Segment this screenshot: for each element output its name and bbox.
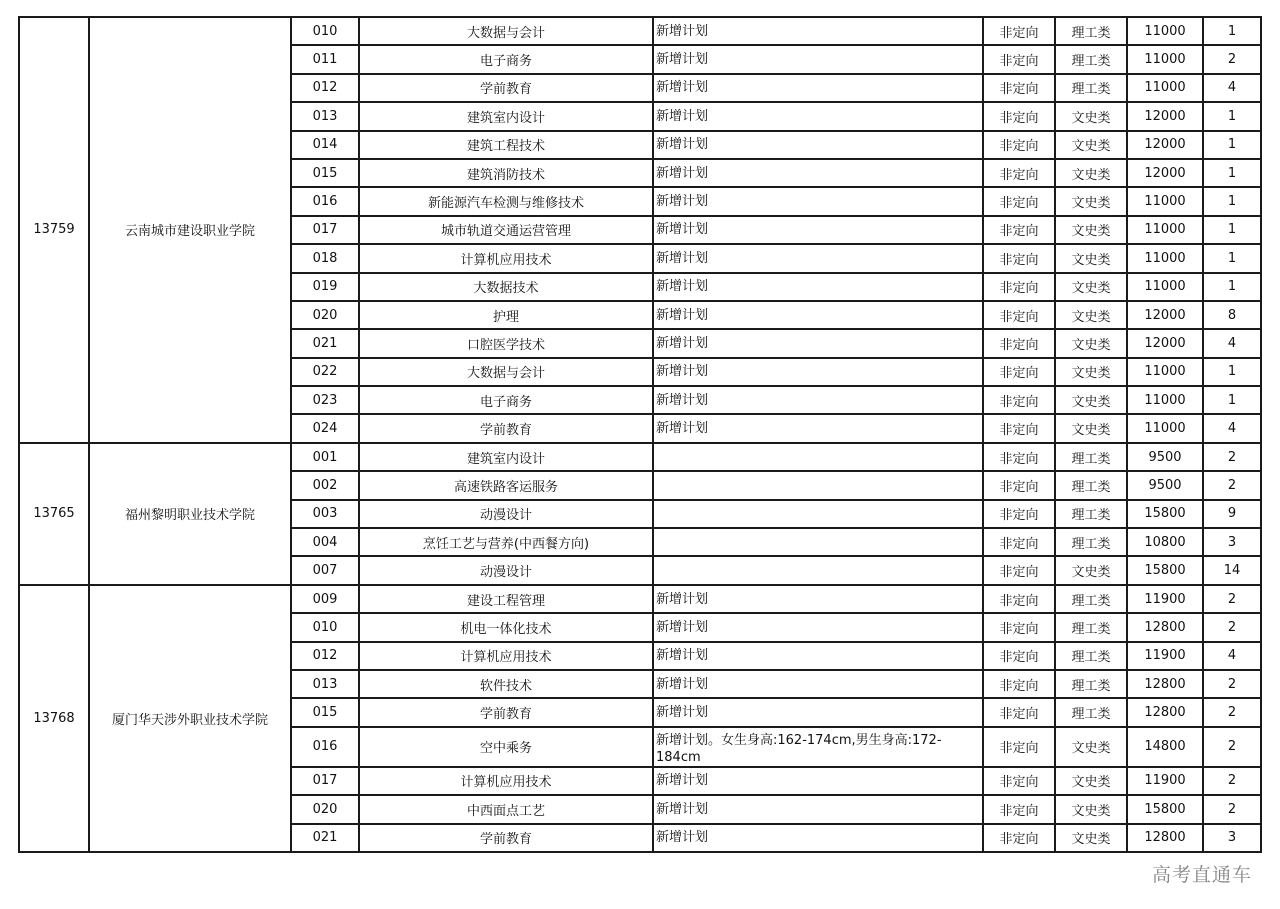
plan-count-cell: 2	[1203, 767, 1261, 795]
plan-count-cell: 2	[1203, 585, 1261, 613]
school-code-cell: 13768	[19, 585, 89, 852]
note-cell: 新增计划	[653, 102, 983, 130]
table-row	[19, 17, 1261, 45]
tuition-cell: 11900	[1127, 585, 1203, 613]
major-code-cell: 015	[291, 159, 359, 187]
category-cell: 理工类	[1055, 642, 1127, 670]
major-code-cell: 013	[291, 102, 359, 130]
major-code-cell: 017	[291, 216, 359, 244]
tuition-cell: 11000	[1127, 216, 1203, 244]
category-cell: 理工类	[1055, 698, 1127, 726]
category-cell: 文史类	[1055, 414, 1127, 442]
major-code-cell: 024	[291, 414, 359, 442]
major-name-cell: 软件技术	[359, 670, 653, 698]
note-cell: 新增计划	[653, 216, 983, 244]
tuition-cell: 15800	[1127, 500, 1203, 528]
table-row	[19, 585, 1261, 613]
direction-cell: 非定向	[983, 556, 1055, 584]
direction-cell: 非定向	[983, 642, 1055, 670]
table-row	[19, 443, 1261, 471]
direction-cell: 非定向	[983, 443, 1055, 471]
major-name-cell: 动漫设计	[359, 556, 653, 584]
major-code-cell: 011	[291, 45, 359, 73]
major-name-cell: 建设工程管理	[359, 585, 653, 613]
major-code-cell: 009	[291, 585, 359, 613]
major-name-cell: 烹饪工艺与营养(中西餐方向)	[359, 528, 653, 556]
category-cell: 理工类	[1055, 443, 1127, 471]
direction-cell: 非定向	[983, 585, 1055, 613]
enrollment-plan-table	[18, 16, 1262, 853]
category-cell: 理工类	[1055, 74, 1127, 102]
major-name-cell: 城市轨道交通运营管理	[359, 216, 653, 244]
tuition-cell: 12800	[1127, 824, 1203, 852]
category-cell: 理工类	[1055, 45, 1127, 73]
direction-cell: 非定向	[983, 767, 1055, 795]
category-cell: 文史类	[1055, 329, 1127, 357]
tuition-cell: 15800	[1127, 556, 1203, 584]
major-name-cell: 建筑室内设计	[359, 102, 653, 130]
category-cell: 文史类	[1055, 767, 1127, 795]
tuition-cell: 12000	[1127, 329, 1203, 357]
tuition-cell: 11000	[1127, 17, 1203, 45]
note-cell: 新增计划	[653, 159, 983, 187]
category-cell: 文史类	[1055, 795, 1127, 823]
note-cell: 新增计划	[653, 613, 983, 641]
major-name-cell: 计算机应用技术	[359, 244, 653, 272]
major-code-cell: 007	[291, 556, 359, 584]
major-code-cell: 015	[291, 698, 359, 726]
category-cell: 文史类	[1055, 386, 1127, 414]
major-name-cell: 电子商务	[359, 386, 653, 414]
plan-count-cell: 2	[1203, 443, 1261, 471]
tuition-cell: 11000	[1127, 273, 1203, 301]
major-code-cell: 010	[291, 17, 359, 45]
category-cell: 理工类	[1055, 500, 1127, 528]
direction-cell: 非定向	[983, 273, 1055, 301]
direction-cell: 非定向	[983, 727, 1055, 767]
major-code-cell: 021	[291, 824, 359, 852]
major-code-cell: 018	[291, 244, 359, 272]
major-code-cell: 012	[291, 642, 359, 670]
note-cell: 新增计划	[653, 244, 983, 272]
major-name-cell: 学前教育	[359, 698, 653, 726]
school-name-cell: 云南城市建设职业学院	[89, 17, 291, 443]
note-cell: 新增计划	[653, 670, 983, 698]
major-name-cell: 动漫设计	[359, 500, 653, 528]
note-cell: 新增计划	[653, 795, 983, 823]
major-code-cell: 004	[291, 528, 359, 556]
tuition-cell: 11000	[1127, 74, 1203, 102]
note-cell: 新增计划	[653, 642, 983, 670]
tuition-cell: 11000	[1127, 358, 1203, 386]
category-cell: 文史类	[1055, 556, 1127, 584]
school-code-cell: 13759	[19, 17, 89, 443]
major-code-cell: 020	[291, 795, 359, 823]
plan-count-cell: 1	[1203, 131, 1261, 159]
plan-count-cell: 2	[1203, 670, 1261, 698]
plan-count-cell: 1	[1203, 244, 1261, 272]
note-cell: 新增计划	[653, 17, 983, 45]
plan-count-cell: 1	[1203, 386, 1261, 414]
plan-count-cell: 1	[1203, 273, 1261, 301]
major-code-cell: 023	[291, 386, 359, 414]
plan-count-cell: 2	[1203, 471, 1261, 499]
major-code-cell: 003	[291, 500, 359, 528]
plan-count-cell: 9	[1203, 500, 1261, 528]
direction-cell: 非定向	[983, 824, 1055, 852]
major-name-cell: 中西面点工艺	[359, 795, 653, 823]
note-cell: 新增计划	[653, 187, 983, 215]
plan-count-cell: 1	[1203, 17, 1261, 45]
plan-count-cell: 4	[1203, 74, 1261, 102]
note-cell: 新增计划	[653, 698, 983, 726]
note-cell	[653, 500, 983, 528]
tuition-cell: 11000	[1127, 187, 1203, 215]
major-code-cell: 020	[291, 301, 359, 329]
note-cell: 新增计划	[653, 273, 983, 301]
major-code-cell: 022	[291, 358, 359, 386]
note-cell: 新增计划	[653, 329, 983, 357]
direction-cell: 非定向	[983, 358, 1055, 386]
plan-count-cell: 2	[1203, 613, 1261, 641]
major-code-cell: 010	[291, 613, 359, 641]
direction-cell: 非定向	[983, 795, 1055, 823]
direction-cell: 非定向	[983, 102, 1055, 130]
category-cell: 理工类	[1055, 670, 1127, 698]
category-cell: 理工类	[1055, 528, 1127, 556]
tuition-cell: 12800	[1127, 670, 1203, 698]
major-code-cell: 012	[291, 74, 359, 102]
watermark: 高考直通车	[1151, 864, 1252, 886]
direction-cell: 非定向	[983, 216, 1055, 244]
note-cell: 新增计划	[653, 45, 983, 73]
category-cell: 文史类	[1055, 358, 1127, 386]
direction-cell: 非定向	[983, 500, 1055, 528]
plan-count-cell: 8	[1203, 301, 1261, 329]
direction-cell: 非定向	[983, 471, 1055, 499]
plan-count-cell: 1	[1203, 102, 1261, 130]
tuition-cell: 11000	[1127, 386, 1203, 414]
major-name-cell: 学前教育	[359, 414, 653, 442]
category-cell: 文史类	[1055, 159, 1127, 187]
plan-count-cell: 3	[1203, 528, 1261, 556]
direction-cell: 非定向	[983, 301, 1055, 329]
direction-cell: 非定向	[983, 74, 1055, 102]
major-name-cell: 学前教育	[359, 74, 653, 102]
note-cell: 新增计划	[653, 358, 983, 386]
major-name-cell: 口腔医学技术	[359, 329, 653, 357]
major-name-cell: 电子商务	[359, 45, 653, 73]
major-name-cell: 学前教育	[359, 824, 653, 852]
tuition-cell: 12000	[1127, 131, 1203, 159]
category-cell: 文史类	[1055, 244, 1127, 272]
direction-cell: 非定向	[983, 698, 1055, 726]
direction-cell: 非定向	[983, 187, 1055, 215]
note-cell: 新增计划	[653, 301, 983, 329]
tuition-cell: 12800	[1127, 698, 1203, 726]
note-cell	[653, 556, 983, 584]
school-name-cell: 厦门华天涉外职业技术学院	[89, 585, 291, 852]
major-code-cell: 001	[291, 443, 359, 471]
plan-count-cell: 2	[1203, 795, 1261, 823]
major-code-cell: 016	[291, 187, 359, 215]
plan-count-cell: 14	[1203, 556, 1261, 584]
major-code-cell: 019	[291, 273, 359, 301]
major-code-cell: 013	[291, 670, 359, 698]
category-cell: 文史类	[1055, 131, 1127, 159]
plan-count-cell: 4	[1203, 414, 1261, 442]
category-cell: 文史类	[1055, 301, 1127, 329]
tuition-cell: 11000	[1127, 45, 1203, 73]
major-name-cell: 大数据与会计	[359, 17, 653, 45]
tuition-cell: 12000	[1127, 159, 1203, 187]
major-name-cell: 大数据技术	[359, 273, 653, 301]
direction-cell: 非定向	[983, 45, 1055, 73]
note-cell: 新增计划	[653, 585, 983, 613]
major-name-cell: 建筑室内设计	[359, 443, 653, 471]
plan-count-cell: 2	[1203, 45, 1261, 73]
major-name-cell: 大数据与会计	[359, 358, 653, 386]
category-cell: 理工类	[1055, 471, 1127, 499]
direction-cell: 非定向	[983, 17, 1055, 45]
plan-count-cell: 1	[1203, 358, 1261, 386]
plan-count-cell: 3	[1203, 824, 1261, 852]
tuition-cell: 11000	[1127, 244, 1203, 272]
major-name-cell: 建筑工程技术	[359, 131, 653, 159]
plan-count-cell: 1	[1203, 159, 1261, 187]
category-cell: 文史类	[1055, 824, 1127, 852]
tuition-cell: 14800	[1127, 727, 1203, 767]
major-code-cell: 002	[291, 471, 359, 499]
note-cell	[653, 443, 983, 471]
direction-cell: 非定向	[983, 159, 1055, 187]
direction-cell: 非定向	[983, 528, 1055, 556]
major-name-cell: 空中乘务	[359, 727, 653, 767]
category-cell: 文史类	[1055, 102, 1127, 130]
note-cell: 新增计划	[653, 824, 983, 852]
tuition-cell: 12000	[1127, 102, 1203, 130]
major-name-cell: 新能源汽车检测与维修技术	[359, 187, 653, 215]
tuition-cell: 9500	[1127, 471, 1203, 499]
major-code-cell: 016	[291, 727, 359, 767]
tuition-cell: 11900	[1127, 642, 1203, 670]
category-cell: 文史类	[1055, 187, 1127, 215]
major-name-cell: 机电一体化技术	[359, 613, 653, 641]
plan-count-cell: 4	[1203, 642, 1261, 670]
note-cell: 新增计划。女生身高:162-174cm,男生身高:172-184cm	[653, 727, 983, 767]
direction-cell: 非定向	[983, 244, 1055, 272]
note-cell: 新增计划	[653, 767, 983, 795]
major-name-cell: 计算机应用技术	[359, 642, 653, 670]
direction-cell: 非定向	[983, 414, 1055, 442]
note-cell: 新增计划	[653, 74, 983, 102]
note-cell: 新增计划	[653, 414, 983, 442]
plan-count-cell: 1	[1203, 187, 1261, 215]
tuition-cell: 11000	[1127, 414, 1203, 442]
plan-count-cell: 1	[1203, 216, 1261, 244]
note-cell	[653, 471, 983, 499]
note-cell	[653, 528, 983, 556]
plan-count-cell: 2	[1203, 698, 1261, 726]
direction-cell: 非定向	[983, 131, 1055, 159]
note-cell: 新增计划	[653, 131, 983, 159]
major-name-cell: 高速铁路客运服务	[359, 471, 653, 499]
tuition-cell: 12000	[1127, 301, 1203, 329]
major-code-cell: 021	[291, 329, 359, 357]
tuition-cell: 12800	[1127, 613, 1203, 641]
plan-count-cell: 2	[1203, 727, 1261, 767]
category-cell: 文史类	[1055, 273, 1127, 301]
category-cell: 理工类	[1055, 17, 1127, 45]
category-cell: 理工类	[1055, 585, 1127, 613]
category-cell: 文史类	[1055, 216, 1127, 244]
table-body	[19, 17, 1261, 852]
direction-cell: 非定向	[983, 613, 1055, 641]
major-name-cell: 护理	[359, 301, 653, 329]
major-code-cell: 017	[291, 767, 359, 795]
tuition-cell: 10800	[1127, 528, 1203, 556]
major-name-cell: 建筑消防技术	[359, 159, 653, 187]
direction-cell: 非定向	[983, 670, 1055, 698]
tuition-cell: 11900	[1127, 767, 1203, 795]
school-name-cell: 福州黎明职业技术学院	[89, 443, 291, 585]
direction-cell: 非定向	[983, 329, 1055, 357]
category-cell: 文史类	[1055, 727, 1127, 767]
school-code-cell: 13765	[19, 443, 89, 585]
major-name-cell: 计算机应用技术	[359, 767, 653, 795]
tuition-cell: 9500	[1127, 443, 1203, 471]
category-cell: 理工类	[1055, 613, 1127, 641]
direction-cell: 非定向	[983, 386, 1055, 414]
major-code-cell: 014	[291, 131, 359, 159]
tuition-cell: 15800	[1127, 795, 1203, 823]
note-cell: 新增计划	[653, 386, 983, 414]
plan-count-cell: 4	[1203, 329, 1261, 357]
